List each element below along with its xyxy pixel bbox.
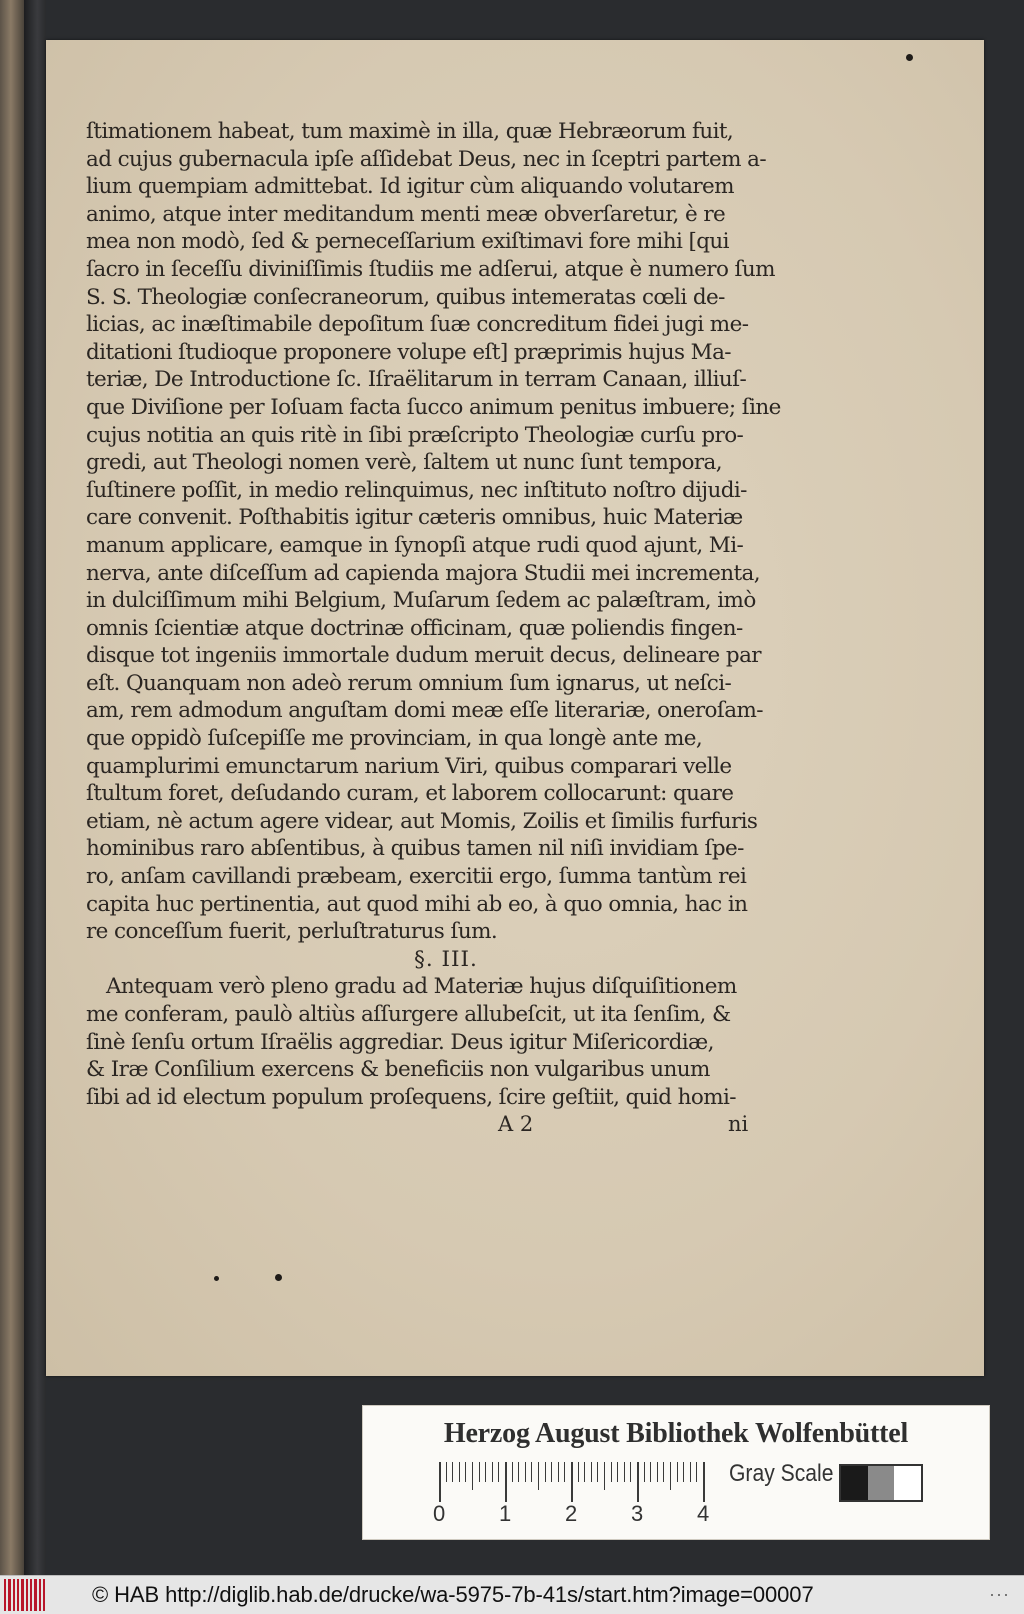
ruler-tick xyxy=(571,1462,573,1502)
ink-dot xyxy=(906,54,913,61)
ruler-tick xyxy=(505,1462,507,1502)
text-line: cujus notitia an quis ritè in ſibi præſcripto Theologiæ curſu pro- xyxy=(86,422,744,448)
text-line: hominibus raro abſentibus, à quibus tamen nil niſi invidiam ſpe- xyxy=(86,836,744,862)
gray-swatch-cell xyxy=(841,1466,868,1500)
ruler-number: 2 xyxy=(565,1501,578,1526)
ruler-tick xyxy=(538,1462,539,1490)
text-line: mea non modò, ſed & perneceſſarium exiſtimavi fore mihi [qui xyxy=(86,229,729,255)
text-line: licias, ac inæſtimabile depoſitum ſuæ concreditum fidei jugi me- xyxy=(86,312,749,338)
text-line: ro, anſam cavillandi præbeam, exercitii ergo, ſumma tantùm rei xyxy=(86,864,747,890)
signature-mark: A 2 xyxy=(498,1112,534,1136)
ruler-tick xyxy=(531,1462,532,1482)
text-line: S. S. Theologiæ conſecraneorum, quibus intemeratas cœli de- xyxy=(86,284,725,310)
text-line: capita huc pertinentia, aut quod mihi ab eo, à quo omnia, hac in xyxy=(86,891,748,917)
ruler-tick xyxy=(624,1462,625,1482)
text-line: Antequam verò pleno gradu ad Materiæ hujus diſquiſitionem xyxy=(106,974,737,1000)
ruler-tick xyxy=(452,1462,453,1482)
ruler-tick xyxy=(578,1462,579,1482)
ruler-tick xyxy=(657,1462,658,1482)
copyright-url[interactable]: © HAB http://diglib.hab.de/drucke/wa-5975-7b-41s/start.htm?image=00007 xyxy=(92,1582,814,1607)
ruler-tick xyxy=(518,1462,519,1482)
gray-scale-swatch xyxy=(839,1464,923,1502)
text-line: disque tot ingeniis immortale dudum meruit decus, delineare par xyxy=(86,643,761,669)
book-page xyxy=(46,40,984,1376)
library-name: Herzog August Bibliothek Wolfenbüttel xyxy=(443,1418,909,1449)
ruler-number: 1 xyxy=(499,1501,512,1526)
text-line: ditationi ſtudioque proponere volupe eſt] præprimis hujus Ma- xyxy=(86,339,731,365)
book-edge-left xyxy=(0,0,24,1575)
catchword: ni xyxy=(728,1112,749,1136)
ruler-tick xyxy=(545,1462,546,1482)
ruler-tick xyxy=(564,1462,565,1482)
logo-bar xyxy=(43,1579,45,1611)
text-line: animo, atque inter meditandum menti meæ obverſaretur, è re xyxy=(86,201,726,227)
ruler-tick xyxy=(446,1462,447,1482)
text-line: eſt. Quanquam non adeò rerum omnium ſum ignarus, ut neſci- xyxy=(86,670,732,696)
text-line: re conceſſum fuerit, perluſtraturus ſum. xyxy=(86,919,498,945)
more-icon[interactable]: ··· xyxy=(989,1584,1010,1604)
ruler-tick xyxy=(439,1462,441,1502)
section-heading: §. III. xyxy=(414,946,478,972)
gray-swatch-cell xyxy=(868,1466,895,1500)
text-line: ſinè ſenſu ortum Iſraëlis aggrediar. Deus igitur Miſericordiæ, xyxy=(86,1029,714,1055)
ruler-tick xyxy=(703,1462,705,1502)
ruler-scale xyxy=(439,1462,704,1504)
text-line: in dulciſſimum mihi Belgium, Muſarum ſedem ac palæſtram, imò xyxy=(86,588,756,614)
logo-bar xyxy=(13,1579,15,1611)
logo-bar xyxy=(39,1579,41,1611)
hab-logo-icon xyxy=(4,1579,48,1611)
ruler-tick xyxy=(492,1462,493,1482)
text-line: & Iræ Conſilium exercens & beneficiis non vulgaribus unum xyxy=(86,1057,710,1083)
text-line: ſtimationem habeat, tum maximè in illa, quæ Hebræorum fuit, xyxy=(86,119,734,144)
ruler-tick xyxy=(472,1462,473,1490)
text-line: manum applicare, eamque in ſynopſi atque rudi quod ajunt, Mi- xyxy=(86,532,744,558)
ruler-tick xyxy=(525,1462,526,1482)
book-gutter xyxy=(24,0,46,1575)
logo-bar xyxy=(21,1579,24,1611)
logo-bar xyxy=(8,1579,11,1611)
ruler-tick xyxy=(611,1462,612,1482)
logo-bar xyxy=(26,1579,28,1611)
ruler-tick xyxy=(637,1462,639,1502)
text-line: que Diviſione per Ioſuam facta ſucco animum penitus imbuere; ſine xyxy=(86,394,781,420)
text-line: quamplurimi emunctarum narium Viri, quibus comparari velle xyxy=(86,753,732,779)
gray-scale-label: Gray Scale xyxy=(729,1460,834,1487)
logo-bar xyxy=(30,1579,32,1611)
ruler-tick xyxy=(677,1462,678,1482)
text-line: ſuſtinere poſſit, in medio relinquimus, nec inſtituto noſtro dijudi- xyxy=(86,477,747,503)
ruler-tick xyxy=(597,1462,598,1482)
logo-bar xyxy=(17,1579,19,1611)
text-line: nerva, ante diſceſſum ad capienda majora Studii mei incrementa, xyxy=(86,560,760,586)
ruler-tick xyxy=(591,1462,592,1482)
ruler-number: 0 xyxy=(433,1501,446,1526)
ruler-tick xyxy=(683,1462,684,1482)
logo-bar xyxy=(4,1579,6,1611)
ruler-tick xyxy=(551,1462,552,1482)
ruler-tick xyxy=(644,1462,645,1482)
ink-dot xyxy=(214,1276,219,1281)
ruler-tick xyxy=(604,1462,605,1490)
text-line: ſibi ad id electum populum proſequens, ſcire geſtiit, quid homi- xyxy=(86,1084,736,1110)
ruler-tick xyxy=(690,1462,691,1482)
ruler-tick xyxy=(670,1462,671,1490)
ruler-tick xyxy=(650,1462,651,1482)
text-line: me conferam, paulò altiùs aſſurgere allubeſcit, ut ita ſenſim, & xyxy=(86,1002,731,1027)
text-line: lium quempiam admittebat. Id igitur cùm aliquando volutarem xyxy=(86,174,734,200)
logo-bar xyxy=(34,1579,37,1611)
ruler-tick xyxy=(630,1462,631,1482)
ruler-tick xyxy=(558,1462,559,1482)
text-line: ad cujus gubernacula ipſe aſſidebat Deus, nec in ſceptri partem a- xyxy=(86,146,766,172)
gray-swatch-cell xyxy=(894,1466,921,1500)
ruler-tick xyxy=(617,1462,618,1482)
text-line: care convenit. Poſthabitis igitur cæteris omnibus, huic Materiæ xyxy=(86,505,743,531)
color-scale-card xyxy=(362,1405,990,1540)
text-line: am, rem admodum anguſtam domi meæ eſſe literariæ, oneroſam- xyxy=(86,698,763,724)
ruler-tick xyxy=(696,1462,697,1482)
text-line: ſtultum foret, deſudando curam, et laborem collocarunt: quare xyxy=(86,781,734,807)
text-line: gredi, aut Theologi nomen verè, ſaltem ut nunc ſunt tempora, xyxy=(86,450,722,476)
footer-bar xyxy=(0,1575,1024,1614)
ruler-tick xyxy=(512,1462,513,1482)
text-line: etiam, nè actum agere videar, aut Momis, Zoilis et ſimilis furfuris xyxy=(86,808,758,834)
ruler-tick xyxy=(465,1462,466,1482)
page-text xyxy=(86,118,806,1111)
ruler-tick xyxy=(663,1462,664,1482)
ruler-tick xyxy=(498,1462,499,1482)
ruler-number: 4 xyxy=(697,1501,710,1526)
ruler-tick xyxy=(479,1462,480,1482)
ink-dot xyxy=(275,1274,282,1281)
ruler-tick xyxy=(459,1462,460,1482)
text-line: ſacro in ſeceſſu diviniſſimis ſtudiis me adſerui, atque è numero ſum xyxy=(86,256,775,282)
ruler-number: 3 xyxy=(631,1501,644,1526)
ruler-tick xyxy=(584,1462,585,1482)
text-line: que oppidò ſuſcepiſſe me provinciam, in qua longè ante me, xyxy=(86,726,703,752)
text-line: omnis ſcientiæ atque doctrinæ officinam, quæ poliendis fingen- xyxy=(86,615,743,641)
ruler-tick xyxy=(485,1462,486,1482)
text-line: teriæ, De Introductione ſc. Iſraëlitarum in terram Canaan, illiuſ- xyxy=(86,367,747,393)
